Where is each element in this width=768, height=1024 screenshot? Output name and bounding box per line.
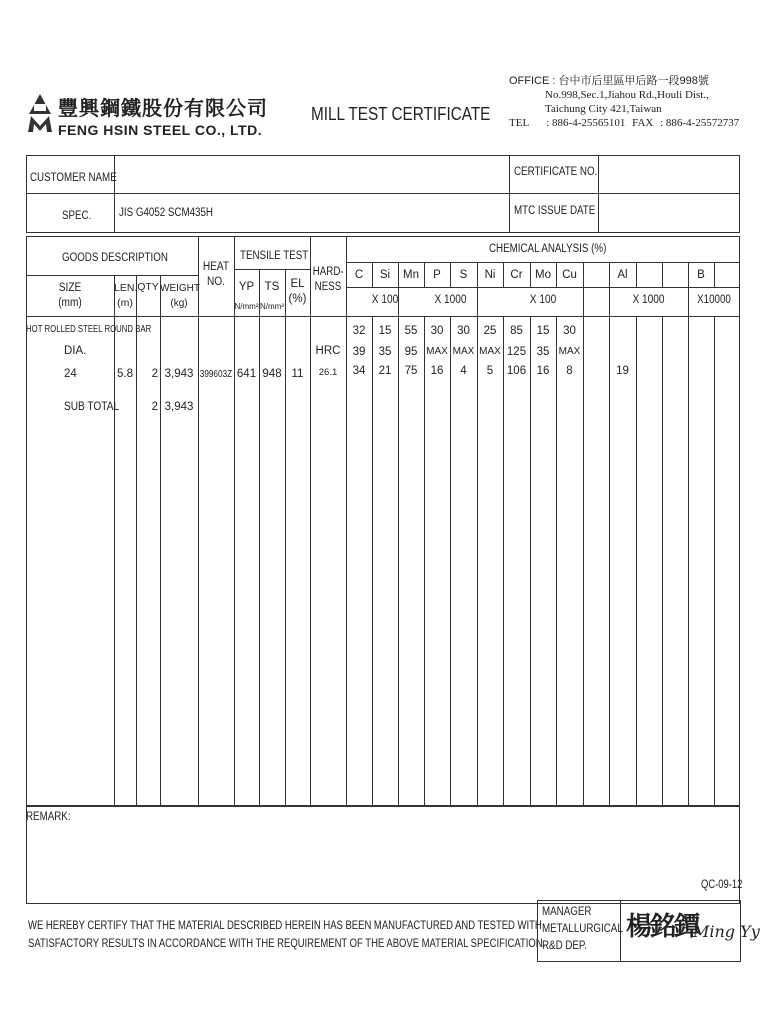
chem-actual: 34: [352, 365, 366, 377]
ts-unit: N/mm²: [260, 302, 284, 311]
spec-value: JIS G4052 SCM435H: [119, 207, 214, 219]
element-c: C: [354, 269, 364, 281]
chem-spec-max: 125: [506, 346, 527, 358]
element-cr: Cr: [510, 269, 523, 281]
handwritten-signature: Ming Yy: [693, 922, 760, 941]
element-cu: Cu: [562, 269, 577, 281]
company-logo: [26, 92, 54, 134]
remark-box: [26, 806, 743, 904]
ts-header: TS: [264, 281, 280, 293]
qty-header: QTY: [137, 281, 159, 293]
mtc-issue-date-label: MTC ISSUE DATE: [514, 205, 596, 217]
document-title: MILL TEST CERTIFICATE: [311, 104, 491, 124]
product-weight: 3,943: [164, 368, 194, 380]
hardness-value: 26.1: [318, 367, 338, 378]
product-el: 11: [291, 368, 304, 380]
product-name: HOT ROLLED STEEL ROUND BAR: [26, 324, 152, 335]
product-heat-no: 399603Z: [199, 368, 233, 380]
subtotal-qty: 2: [151, 401, 158, 413]
chem-spec-max: MAX: [452, 346, 475, 357]
chem-spec-max: 35: [536, 346, 550, 358]
element-b: B: [697, 269, 705, 281]
form-code: QC-09-12: [701, 879, 743, 891]
manager-title: [542, 904, 637, 955]
chem-spec-min: 25: [483, 325, 497, 337]
fax-number: : 886-4-25572737: [660, 117, 740, 129]
chem-spec-min: 30: [563, 325, 576, 337]
chem-spec-min: 15: [536, 325, 550, 337]
office-address-cn: 台中市后里區甲后路一段998號: [558, 75, 709, 87]
chem-spec-min: 55: [404, 325, 418, 337]
heat-no-header: HEAT NO.: [202, 261, 230, 288]
chem-spec-max: MAX: [479, 346, 501, 357]
size-header: SIZE (mm): [58, 282, 82, 309]
tel-number: : 886-4-25565101: [546, 117, 626, 129]
chem-spec-max: MAX: [426, 346, 448, 357]
chem-spec-min: 30: [430, 325, 444, 337]
element-al: Al: [617, 269, 628, 281]
address-line-1: No.998,Sec.1,Jiahou Rd.,Houli Dist.,: [545, 89, 709, 101]
multiplier-c-si: X 100: [371, 294, 399, 306]
header-box: [26, 155, 740, 233]
subtotal-label: SUB TOTAL: [64, 401, 120, 413]
certification-text-line-2: SATISFACTORY RESULTS IN ACCORDANCE WITH THE REQUIREMENT OF THE ABOVE MATERIAL SPECIFICATION.: [28, 936, 546, 950]
chem-actual: 8: [566, 365, 573, 377]
product-ts: 948: [262, 368, 282, 380]
multiplier-al: X 1000: [632, 294, 665, 306]
chem-spec-max: 35: [378, 346, 392, 358]
hardness-header: HARD- NESS: [312, 266, 344, 293]
chem-spec-max: 39: [352, 346, 366, 358]
length-header: LEN. (m): [114, 282, 138, 309]
element-mo: Mo: [535, 269, 551, 281]
hardness-scale: HRC: [315, 345, 341, 357]
product-size: 24: [64, 368, 77, 380]
department-sub-label: R&D DEP.: [542, 940, 587, 952]
chem-actual: 106: [506, 365, 527, 377]
certificate-no-label: CERTIFICATE NO.: [514, 166, 598, 178]
yp-header: YP: [238, 281, 255, 293]
chem-spec-min: 30: [457, 325, 470, 337]
signature-stamp: 楊銘鐔: [626, 912, 699, 942]
el-header: EL (%): [288, 278, 307, 305]
chem-spec-max: 95: [404, 346, 418, 358]
element-mn: Mn: [403, 269, 419, 281]
chem-actual: 16: [536, 365, 550, 377]
tel-label: TEL: [509, 117, 529, 129]
remark-label: REMARK:: [26, 811, 71, 823]
element-ni: Ni: [484, 269, 496, 281]
main-table: [26, 236, 740, 806]
company-name-en: FENG HSIN STEEL CO., LTD.: [58, 122, 263, 138]
company-name-cn: 豐興鋼鐵股份有限公司: [58, 96, 268, 120]
certification-text-line-1: WE HEREBY CERTIFY THAT THE MATERIAL DESCRIBED HEREIN HAS BEEN MANUFACTURED AND TESTED WITH: [28, 918, 542, 932]
product-dia-label: DIA.: [64, 345, 87, 357]
chem-actual: 5: [486, 365, 494, 377]
chem-spec-min: 15: [378, 325, 392, 337]
chem-actual-al: 19: [616, 365, 629, 377]
fax-label: FAX: [632, 117, 654, 129]
office-label: OFFICE :: [509, 75, 556, 87]
subtotal-weight: 3,943: [164, 401, 194, 413]
product-length: 5.8: [117, 368, 133, 380]
chem-actual: 21: [378, 365, 392, 377]
yp-unit: N/mm²: [234, 302, 259, 311]
product-yp: 641: [236, 368, 257, 380]
multiplier-ni-cu: X 100: [529, 294, 557, 306]
address-line-2: Taichung City 421,Taiwan: [545, 103, 662, 115]
office-address: [509, 74, 739, 130]
multiplier-p-s: X 1000: [434, 294, 467, 306]
goods-description-header: GOODS DESCRIPTION: [62, 252, 168, 264]
weight-header: WEIGHT (kg): [160, 283, 200, 309]
spec-label: SPEC.: [62, 210, 92, 222]
multiplier-b: X10000: [697, 294, 731, 306]
chem-spec-min: 32: [352, 325, 366, 337]
chem-actual: 4: [460, 365, 467, 377]
chem-spec-min: 85: [510, 325, 523, 337]
element-si: Si: [379, 269, 391, 281]
chemical-analysis-header: CHEMICAL ANALYSIS (%): [489, 243, 607, 255]
chem-spec-max: MAX: [558, 346, 581, 357]
manager-label: MANAGER: [542, 906, 592, 918]
element-p: P: [433, 269, 441, 281]
department-label: METALLURGICAL: [542, 923, 623, 935]
element-s: S: [459, 269, 468, 281]
product-qty: 2: [151, 368, 158, 380]
customer-name-label: CUSTOMER NAME: [30, 172, 117, 184]
tensile-test-header: TENSILE TEST: [240, 250, 309, 262]
chem-actual: 75: [404, 365, 418, 377]
chem-actual: 16: [430, 365, 444, 377]
